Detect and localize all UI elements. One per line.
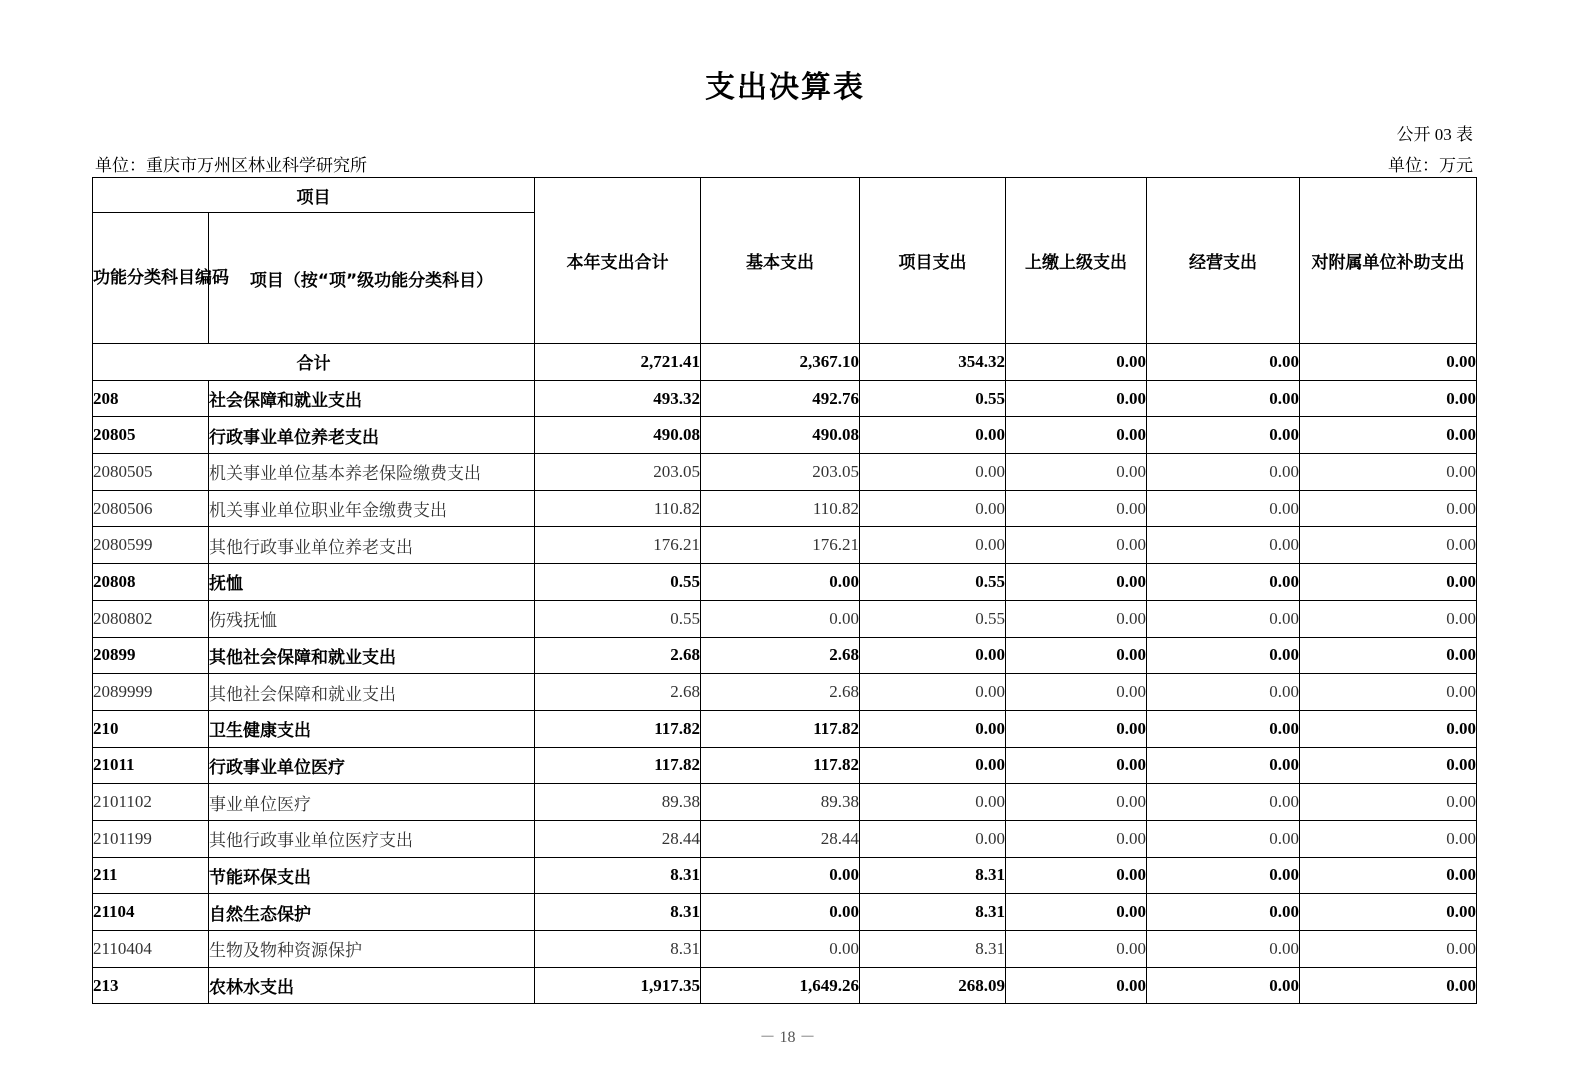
row-value: 0.55 (860, 564, 1006, 601)
row-code: 2080505 (93, 454, 209, 491)
row-value: 0.00 (1300, 784, 1477, 821)
row-code: 2101199 (93, 820, 209, 857)
row-value: 0.00 (1006, 454, 1147, 491)
row-value: 0.55 (535, 600, 701, 637)
row-name: 抚恤 (209, 564, 535, 601)
row-value: 0.00 (701, 894, 860, 931)
row-value: 492.76 (701, 380, 860, 417)
header-basic: 基本支出 (701, 178, 860, 344)
row-value: 0.00 (1147, 564, 1300, 601)
row-value: 0.00 (860, 417, 1006, 454)
row-value: 0.00 (1300, 710, 1477, 747)
row-name: 卫生健康支出 (209, 710, 535, 747)
row-value: 0.00 (1147, 674, 1300, 711)
table-row (93, 747, 1477, 784)
row-value: 0.00 (1006, 674, 1147, 711)
row-value: 0.00 (860, 490, 1006, 527)
row-name: 其他行政事业单位养老支出 (209, 527, 535, 564)
row-value: 2.68 (535, 674, 701, 711)
total-value: 354.32 (860, 344, 1006, 381)
row-value: 0.00 (1300, 820, 1477, 857)
table-number: 公开 03 表 (1396, 125, 1473, 144)
row-value: 0.00 (1006, 967, 1147, 1004)
row-value: 0.00 (1006, 380, 1147, 417)
table-row (93, 894, 1477, 931)
row-name: 其他行政事业单位医疗支出 (209, 820, 535, 857)
row-value: 0.00 (1147, 967, 1300, 1004)
header-upper: 上缴上级支出 (1006, 178, 1147, 344)
row-value: 117.82 (701, 747, 860, 784)
row-value: 0.00 (860, 454, 1006, 491)
row-value: 0.00 (1147, 784, 1300, 821)
table-row (93, 710, 1477, 747)
row-value: 0.00 (1147, 931, 1300, 968)
row-value: 0.00 (701, 857, 860, 894)
row-value: 0.00 (1147, 637, 1300, 674)
row-value: 493.32 (535, 380, 701, 417)
total-value: 2,367.10 (701, 344, 860, 381)
row-value: 0.00 (1300, 857, 1477, 894)
row-code: 2089999 (93, 674, 209, 711)
row-name: 行政事业单位医疗 (209, 747, 535, 784)
table-row (93, 931, 1477, 968)
row-value: 0.00 (1300, 931, 1477, 968)
header-subsidy: 对附属单位补助支出 (1300, 178, 1477, 344)
row-value: 2.68 (701, 674, 860, 711)
row-code: 213 (93, 967, 209, 1004)
row-value: 0.00 (1300, 527, 1477, 564)
total-value: 0.00 (1300, 344, 1477, 381)
row-value: 0.00 (1300, 600, 1477, 637)
row-value: 0.00 (1147, 600, 1300, 637)
page-number: － 18 － (759, 1029, 816, 1046)
row-value: 0.00 (1006, 490, 1147, 527)
header-project: 项目支出 (860, 178, 1006, 344)
row-value: 0.00 (1006, 710, 1147, 747)
row-code: 20808 (93, 564, 209, 601)
table-row (93, 637, 1477, 674)
row-code: 2080506 (93, 490, 209, 527)
total-value: 0.00 (1006, 344, 1147, 381)
row-value: 490.08 (535, 417, 701, 454)
row-name: 行政事业单位养老支出 (209, 417, 535, 454)
row-value: 0.00 (1300, 674, 1477, 711)
row-value: 8.31 (860, 857, 1006, 894)
row-name: 其他社会保障和就业支出 (209, 637, 535, 674)
row-value: 117.82 (701, 710, 860, 747)
row-value: 8.31 (860, 894, 1006, 931)
row-value: 176.21 (701, 527, 860, 564)
row-value: 0.00 (860, 637, 1006, 674)
row-value: 0.00 (1006, 820, 1147, 857)
total-label: 合计 (93, 344, 535, 381)
row-value: 0.00 (701, 600, 860, 637)
row-value: 0.00 (1006, 600, 1147, 637)
table-body (93, 344, 1477, 1004)
table-row (93, 674, 1477, 711)
row-value: 0.00 (1300, 894, 1477, 931)
row-value: 0.00 (1300, 967, 1477, 1004)
page-title: 支出决算表 (705, 71, 865, 104)
unit-currency: 单位：万元 (1388, 156, 1473, 175)
row-value: 8.31 (535, 931, 701, 968)
row-value: 0.00 (1006, 527, 1147, 564)
row-value: 0.00 (860, 747, 1006, 784)
row-value: 203.05 (535, 454, 701, 491)
row-value: 0.00 (1147, 490, 1300, 527)
row-value: 0.55 (535, 564, 701, 601)
row-value: 0.00 (1006, 857, 1147, 894)
row-value: 28.44 (535, 820, 701, 857)
row-value: 110.82 (701, 490, 860, 527)
row-value: 0.00 (860, 527, 1006, 564)
row-value: 0.00 (1006, 931, 1147, 968)
row-name: 农林水支出 (209, 967, 535, 1004)
table-row (93, 417, 1477, 454)
row-value: 0.00 (1006, 637, 1147, 674)
row-value: 0.00 (1300, 747, 1477, 784)
table-row (93, 600, 1477, 637)
row-value: 0.00 (1006, 417, 1147, 454)
row-name: 机关事业单位职业年金缴费支出 (209, 490, 535, 527)
row-name: 机关事业单位基本养老保险缴费支出 (209, 454, 535, 491)
row-name: 伤残抚恤 (209, 600, 535, 637)
row-value: 0.00 (1300, 380, 1477, 417)
row-value: 0.00 (1147, 820, 1300, 857)
table-row (93, 967, 1477, 1004)
table-row (93, 784, 1477, 821)
table-row (93, 527, 1477, 564)
row-value: 0.00 (1300, 564, 1477, 601)
row-value: 1,649.26 (701, 967, 860, 1004)
unit-organization: 单位：重庆市万州区林业科学研究所 (95, 156, 367, 175)
row-code: 2110404 (93, 931, 209, 968)
header-project-group: 项目 (93, 178, 535, 213)
row-value: 110.82 (535, 490, 701, 527)
row-value: 0.00 (701, 931, 860, 968)
row-value: 2.68 (535, 637, 701, 674)
row-value: 268.09 (860, 967, 1006, 1004)
row-value: 0.00 (1300, 490, 1477, 527)
row-value: 0.00 (1147, 454, 1300, 491)
row-name: 自然生态保护 (209, 894, 535, 931)
row-code: 208 (93, 380, 209, 417)
row-value: 0.00 (1006, 747, 1147, 784)
row-value: 117.82 (535, 747, 701, 784)
row-code: 21104 (93, 894, 209, 931)
row-value: 8.31 (535, 894, 701, 931)
header-name: 项目（按“项”级功能分类科目） (209, 213, 535, 344)
row-value: 490.08 (701, 417, 860, 454)
table-row (93, 820, 1477, 857)
row-value: 0.00 (1147, 710, 1300, 747)
table-row (93, 380, 1477, 417)
row-value: 0.00 (1147, 894, 1300, 931)
row-code: 2101102 (93, 784, 209, 821)
total-value: 2,721.41 (535, 344, 701, 381)
row-value: 0.00 (701, 564, 860, 601)
row-value: 0.00 (1006, 894, 1147, 931)
row-name: 事业单位医疗 (209, 784, 535, 821)
row-value: 89.38 (535, 784, 701, 821)
row-value: 117.82 (535, 710, 701, 747)
row-name: 其他社会保障和就业支出 (209, 674, 535, 711)
row-value: 0.00 (1006, 784, 1147, 821)
row-value: 0.55 (860, 600, 1006, 637)
table-row (93, 564, 1477, 601)
row-value: 0.00 (860, 820, 1006, 857)
row-value: 1,917.35 (535, 967, 701, 1004)
row-value: 0.00 (1300, 454, 1477, 491)
row-code: 20899 (93, 637, 209, 674)
row-name: 社会保障和就业支出 (209, 380, 535, 417)
row-value: 0.00 (1147, 527, 1300, 564)
row-value: 0.00 (1300, 417, 1477, 454)
row-value: 89.38 (701, 784, 860, 821)
row-value: 0.00 (1147, 747, 1300, 784)
row-code: 2080599 (93, 527, 209, 564)
row-value: 0.00 (1300, 637, 1477, 674)
total-row (93, 344, 1477, 381)
row-value: 0.00 (1006, 564, 1147, 601)
row-name: 节能环保支出 (209, 857, 535, 894)
row-code: 211 (93, 857, 209, 894)
row-value: 8.31 (535, 857, 701, 894)
row-value: 0.00 (1147, 380, 1300, 417)
row-name: 生物及物种资源保护 (209, 931, 535, 968)
row-value: 176.21 (535, 527, 701, 564)
row-value: 28.44 (701, 820, 860, 857)
row-value: 0.55 (860, 380, 1006, 417)
header-code: 功能分类科目编码 (93, 213, 209, 344)
row-code: 20805 (93, 417, 209, 454)
table-row (93, 454, 1477, 491)
header-total: 本年支出合计 (535, 178, 701, 344)
table-row (93, 490, 1477, 527)
row-value: 0.00 (860, 710, 1006, 747)
expenditure-table (92, 177, 1477, 1004)
row-code: 2080802 (93, 600, 209, 637)
header-business: 经营支出 (1147, 178, 1300, 344)
row-value: 8.31 (860, 931, 1006, 968)
total-value: 0.00 (1147, 344, 1300, 381)
row-code: 21011 (93, 747, 209, 784)
row-value: 2.68 (701, 637, 860, 674)
row-value: 0.00 (1147, 857, 1300, 894)
row-value: 0.00 (1147, 417, 1300, 454)
row-value: 0.00 (860, 784, 1006, 821)
row-code: 210 (93, 710, 209, 747)
row-value: 203.05 (701, 454, 860, 491)
table-row (93, 857, 1477, 894)
row-value: 0.00 (860, 674, 1006, 711)
